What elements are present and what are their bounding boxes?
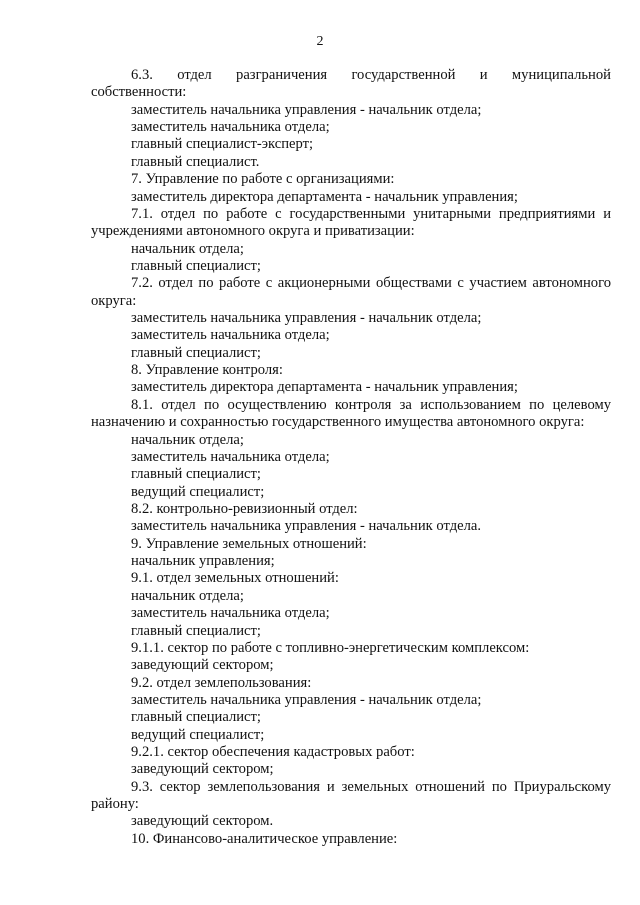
text-line: главный специалист;	[131, 257, 261, 274]
text-line: главный специалист;	[131, 344, 261, 361]
text-line: 7. Управление по работе с организациями:	[131, 171, 395, 188]
text-lines	[91, 84, 611, 848]
text-line: главный специалист;	[131, 622, 261, 639]
text-line: главный специалист.	[131, 153, 260, 170]
text-line: 8.2. контрольно-ревизионный отдел:	[131, 500, 358, 517]
text-line: заместитель начальника управления - начальник отдела;	[131, 691, 482, 708]
text-line: заместитель начальника отдела;	[131, 448, 330, 465]
text-line: главный специалист-эксперт;	[131, 136, 314, 153]
heading-word: муниципальной	[511, 67, 611, 83]
heading-word: отдел	[177, 67, 212, 83]
text-line: заместитель начальника управления - начальник отдела.	[131, 518, 482, 535]
text-line: ведущий специалист;	[131, 726, 265, 743]
text-line: учреждениями автономного округа и приватизации:	[91, 223, 415, 240]
text-line: заместитель директора департамента - начальник управления;	[131, 379, 518, 396]
heading-word: и	[479, 67, 488, 83]
text-line: 9.2.1. сектор обеспечения кадастровых работ:	[131, 744, 415, 761]
text-line: заведующий сектором;	[131, 657, 274, 674]
heading-word: государственной	[351, 67, 456, 83]
text-line: 9. Управление земельных отношений:	[131, 535, 367, 552]
text-line: 7.2. отдел по работе с акционерными обществами с участием автономного	[131, 275, 611, 292]
document-body	[91, 67, 611, 848]
text-line: начальник отдела;	[131, 240, 244, 257]
text-line: 9.1.1. сектор по работе с топливно-энергетическим комплексом:	[131, 639, 530, 656]
text-line: заместитель начальника управления - начальник отдела;	[131, 101, 482, 118]
text-line: главный специалист;	[131, 466, 261, 483]
text-line: 8. Управление контроля:	[131, 362, 283, 379]
text-line: заместитель начальника отдела;	[131, 327, 330, 344]
text-line: 8.1. отдел по осуществлению контроля за использованием по целевому	[131, 396, 611, 413]
text-line: заместитель начальника отдела;	[131, 119, 330, 136]
heading-word: разграничения	[236, 67, 328, 83]
text-line: заместитель начальника отдела;	[131, 605, 330, 622]
text-line: собственности:	[91, 84, 187, 101]
text-line: главный специалист;	[131, 709, 261, 726]
text-line: заместитель директора департамента - начальник управления;	[131, 188, 518, 205]
text-line: начальник управления;	[131, 553, 275, 570]
text-line: округа:	[91, 292, 137, 309]
text-line: заведующий сектором;	[131, 761, 274, 778]
text-line: ведущий специалист;	[131, 483, 265, 500]
heading-word: 6.3.	[131, 67, 153, 83]
text-line: 7.1. отдел по работе с государственными унитарными предприятиями и	[131, 205, 611, 222]
page-number: 2	[316, 34, 324, 49]
text-line: начальник отдела;	[131, 587, 244, 604]
text-line: 10. Финансово-аналитическое управление:	[131, 830, 398, 847]
section-heading-6-3	[91, 67, 611, 84]
text-line: заместитель начальника управления - начальник отдела;	[131, 310, 482, 327]
text-line: 9.2. отдел землепользования:	[131, 674, 312, 691]
text-line: 9.3. сектор землепользования и земельных отношений по Приуральскому	[131, 778, 611, 795]
text-line: заведующий сектором.	[131, 813, 274, 830]
text-line: району:	[91, 796, 139, 813]
text-line: назначению и сохранностью государственного имущества автономного округа:	[91, 414, 585, 431]
text-line: начальник отдела;	[131, 431, 244, 448]
text-line: 9.1. отдел земельных отношений:	[131, 570, 339, 587]
